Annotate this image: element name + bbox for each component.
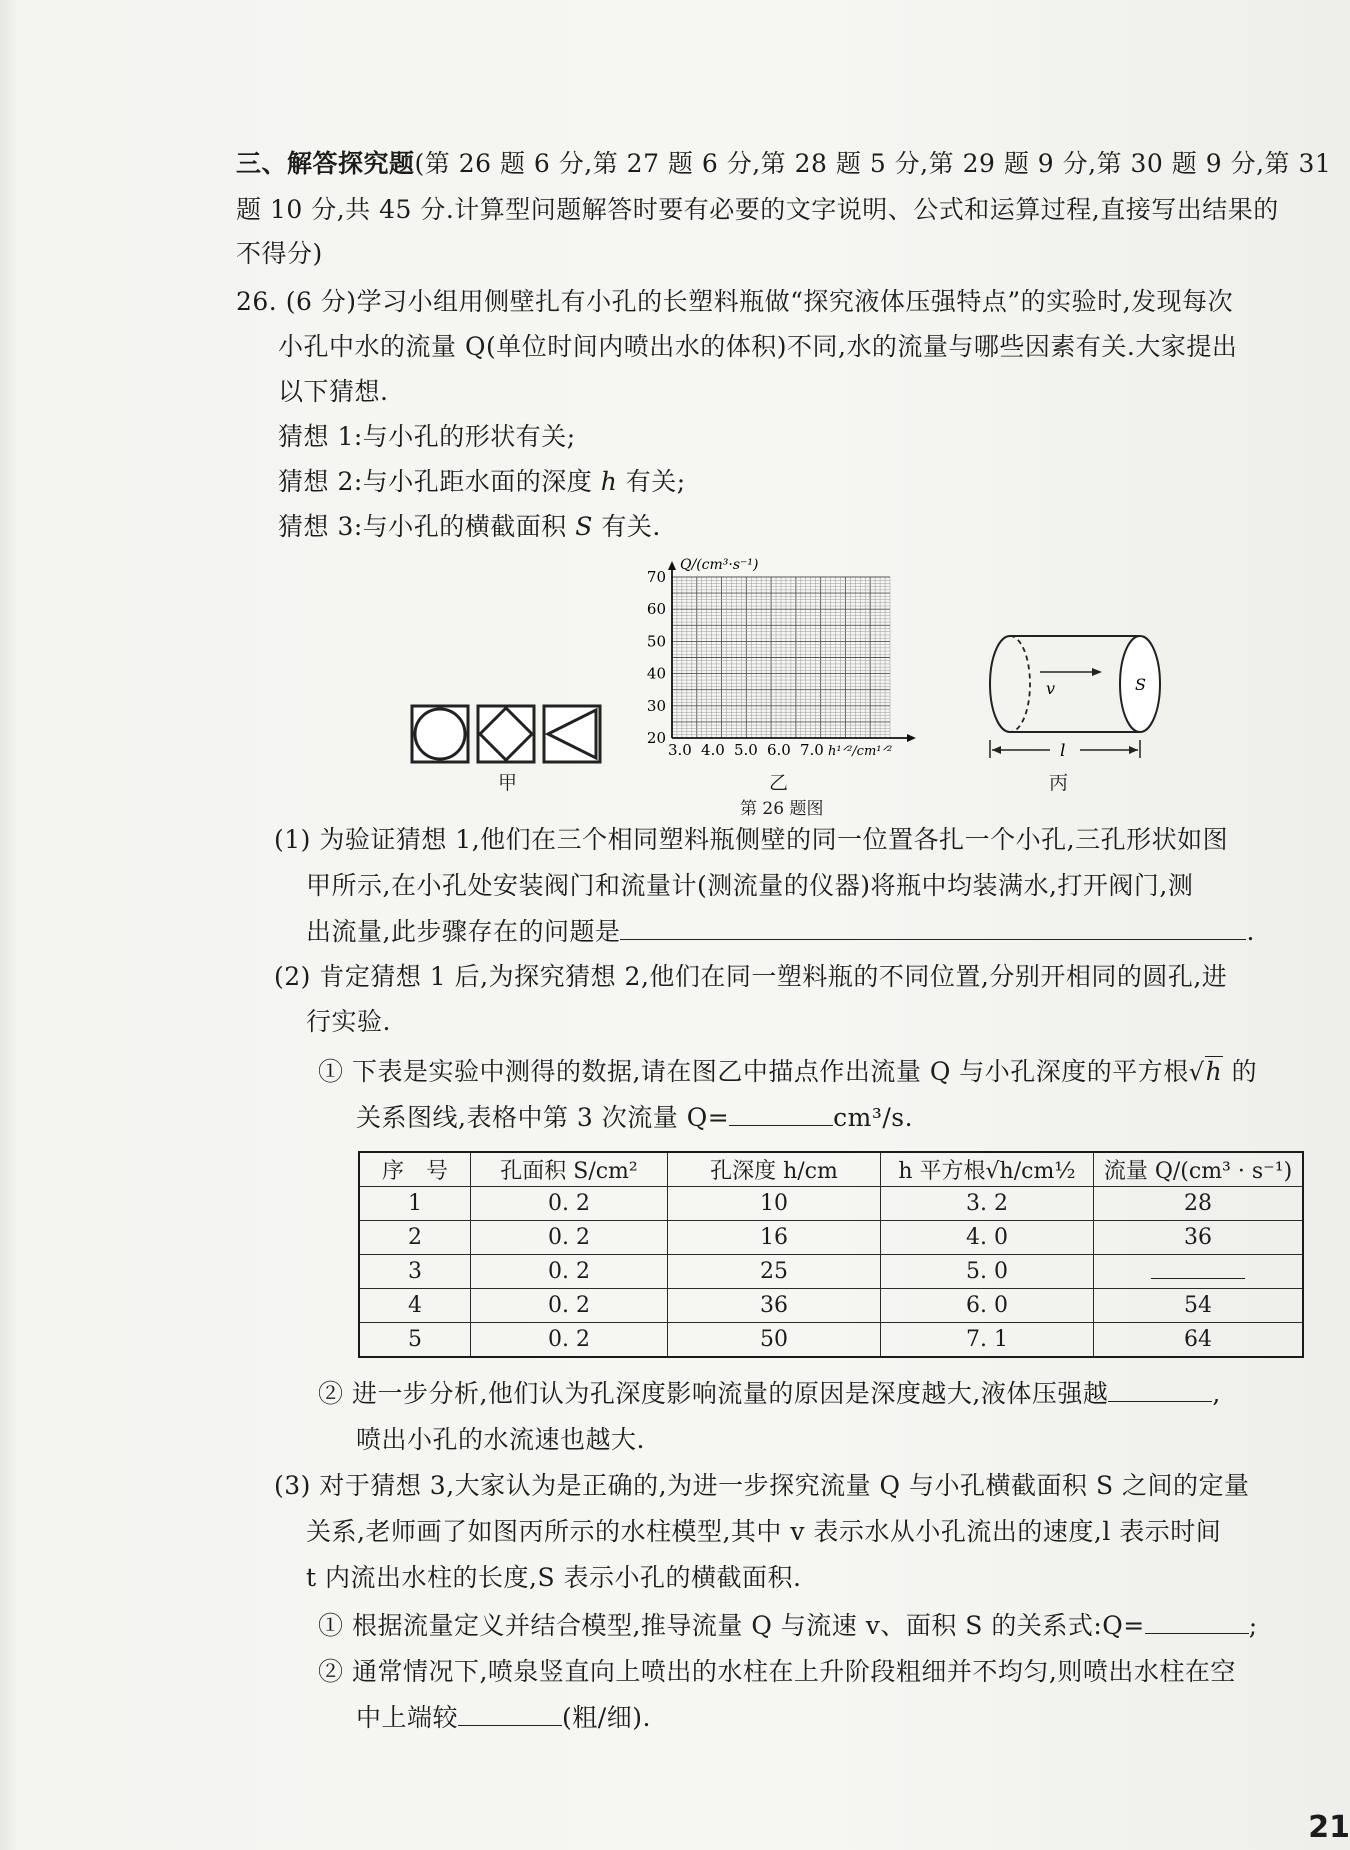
guess-2-var: h: [600, 467, 618, 496]
header-depth: 孔深度 h/cm: [668, 1152, 881, 1187]
guess-3: [278, 505, 661, 549]
graph-grid: [672, 577, 890, 738]
part2-sub2-line1: [318, 1372, 1221, 1416]
part3-sub1-text: ① 根据流量定义并结合模型,推导流量 Q 与流速 v、面积 S 的关系式:Q=: [318, 1611, 1145, 1640]
section-heading: 三、解答探究题: [236, 149, 415, 178]
header-sqrt-depth: h 平方根√h/cm½: [881, 1152, 1094, 1187]
part1-period: .: [1246, 917, 1255, 946]
x-tick-label: 5.0: [734, 741, 758, 759]
cell-area: 0. 2: [471, 1255, 668, 1289]
graph-x-axis-label: h¹ᐟ²/cm¹ᐟ²: [828, 744, 893, 759]
x-tick-label: 3.0: [668, 741, 692, 759]
part2-sub1-line1: [318, 1050, 1257, 1094]
table-row: [359, 1255, 1303, 1289]
cell-depth: 16: [668, 1221, 881, 1255]
graph-axes: [668, 561, 916, 742]
trial3-flow-blank[interactable]: [729, 1099, 833, 1126]
part2-line2: 行实验.: [306, 1007, 391, 1036]
cell-depth: 50: [668, 1323, 881, 1358]
cell-flow: 36: [1094, 1221, 1304, 1255]
part2-sub1-line2: [356, 1096, 913, 1140]
y-tick-label: 30: [646, 696, 666, 715]
velocity-symbol: v: [1046, 679, 1056, 698]
part2-sub1-tail: 的: [1223, 1057, 1258, 1086]
part2-sub1-unit: cm³/s.: [833, 1103, 914, 1132]
length-symbol: l: [1060, 741, 1066, 761]
cell-depth: 36: [668, 1289, 881, 1323]
cell-index: 5: [359, 1323, 471, 1358]
cell-index: 3: [359, 1255, 471, 1289]
cell-sqrt-depth: 7. 1: [881, 1323, 1094, 1358]
part3-sub2-options: (粗/细).: [562, 1703, 651, 1732]
pressure-answer-blank[interactable]: [1108, 1375, 1212, 1402]
circle-hole-shape: [415, 709, 465, 759]
figure-jia-shapes: [410, 700, 610, 766]
section-instructions: 题 10 分,共 45 分.计算型问题解答时要有必要的文字说明、公式和运算过程,直接写出结果的: [236, 195, 1279, 224]
part1-line3: [306, 910, 1255, 954]
part2-sub2-comma: ,: [1212, 1379, 1221, 1408]
guess-3-tail: 有关.: [592, 512, 661, 541]
figure-jia-label: 甲: [498, 772, 518, 794]
graph-y-axis-label: Q/(cm³·s⁻¹): [680, 557, 759, 573]
figure-bing-label: 丙: [1049, 772, 1069, 794]
y-tick-label: 20: [646, 729, 666, 747]
graph-ticks: [647, 568, 824, 759]
guess-3-text: 猜想 3:与小孔的横截面积: [278, 512, 576, 541]
section-heading-line: [236, 142, 1331, 186]
thickness-answer-blank[interactable]: [458, 1699, 562, 1726]
table-row: [359, 1221, 1303, 1255]
cell-index: 1: [359, 1187, 471, 1221]
cell-flow-blank[interactable]: [1094, 1255, 1304, 1289]
part3-sub2-line1: ② 通常情况下,喷泉竖直向上喷出的水柱在上升阶段粗细并不均匀,则喷出水柱在空: [318, 1657, 1236, 1686]
part1-question: 出流量,此步骤存在的问题是: [306, 917, 621, 946]
table-row: [359, 1187, 1303, 1221]
figure-yi-graph: [640, 555, 940, 760]
part2-sub1-question: 关系图线,表格中第 3 次流量 Q=: [356, 1103, 730, 1132]
cell-flow: 54: [1094, 1289, 1304, 1323]
cell-flow: 64: [1094, 1323, 1304, 1358]
y-tick-label: 60: [646, 600, 666, 619]
table-row: [359, 1289, 1303, 1323]
part1-line1: (1) 为验证猜想 1,他们在三个相同塑料瓶侧壁的同一位置各扎一个小孔,三孔形状如图: [274, 825, 1229, 854]
cell-sqrt-depth: 6. 0: [881, 1289, 1094, 1323]
guess-1: 猜想 1:与小孔的形状有关;: [278, 422, 576, 451]
part3-sub1: [318, 1604, 1258, 1648]
header-index: 序 号: [359, 1152, 471, 1187]
figure-bing-cylinder: [950, 632, 1170, 772]
cell-area: 0. 2: [471, 1187, 668, 1221]
part3-line2: 关系,老师画了如图丙所示的水柱模型,其中 v 表示水从小孔流出的速度,l 表示时间: [306, 1517, 1222, 1546]
x-tick-label: 6.0: [767, 741, 791, 759]
page-number: 21: [1308, 1810, 1350, 1845]
table-header-row: [359, 1152, 1303, 1187]
cell-sqrt-depth: 4. 0: [881, 1221, 1094, 1255]
section-score-info: (第 26 题 6 分,第 27 题 6 分,第 28 题 5 分,第 29 题 9 分,第 30 题 9 分,第 31: [414, 149, 1332, 178]
table-flow-answer-blank[interactable]: [1151, 1258, 1245, 1279]
cylinder-left-end: [990, 636, 1010, 732]
part3-line3: t 内流出水柱的长度,S 表示小孔的横截面积.: [306, 1563, 802, 1592]
guess-2-text: 猜想 2:与小孔距水面的深度: [278, 467, 601, 496]
y-tick-label: 40: [646, 664, 666, 683]
y-tick-label: 70: [646, 568, 666, 586]
cell-depth: 10: [668, 1187, 881, 1221]
guess-2: [278, 460, 686, 504]
figure-caption: 第 26 题图: [740, 799, 824, 819]
formula-answer-blank[interactable]: [1145, 1607, 1249, 1634]
part2-sub1-text: ① 下表是实验中测得的数据,请在图乙中描点作出流量 Q 与小孔深度的平方根: [318, 1057, 1189, 1086]
section-instructions-end: 不得分): [236, 239, 323, 268]
cell-area: 0. 2: [471, 1289, 668, 1323]
q26-intro-line1: 26. (6 分)学习小组用侧壁扎有小孔的长塑料瓶做“探究液体压强特点”的实验时,发现每次: [236, 287, 1234, 316]
data-table: [358, 1151, 1304, 1358]
cylinder-hidden-edge: [1010, 636, 1030, 732]
cell-area: 0. 2: [471, 1323, 668, 1358]
q26-intro-line2: 小孔中水的流量 Q(单位时间内喷出水的体积)不同,水的流量与哪些因素有关.大家提出: [278, 332, 1238, 361]
part2-line1: (2) 肯定猜想 1 后,为探究猜想 2,他们在同一塑料瓶的不同位置,分别开相同的圆孔,进: [274, 962, 1228, 991]
cell-sqrt-depth: 5. 0: [881, 1255, 1094, 1289]
cell-flow: 28: [1094, 1187, 1304, 1221]
guess-2-tail: 有关;: [617, 467, 686, 496]
cell-index: 2: [359, 1221, 471, 1255]
part2-sub2-text: ② 进一步分析,他们认为孔深度影响流量的原因是深度越大,液体压强越: [318, 1379, 1109, 1408]
cell-depth: 25: [668, 1255, 881, 1289]
header-flow: 流量 Q/(cm³ · s⁻¹): [1094, 1152, 1304, 1187]
cell-index: 4: [359, 1289, 471, 1323]
part3-sub1-tail: ;: [1248, 1611, 1258, 1640]
header-area: 孔面积 S/cm²: [471, 1152, 668, 1187]
area-symbol: S: [1135, 675, 1146, 694]
figure-yi-label: 乙: [769, 772, 789, 794]
part3-sub2-line2: [356, 1696, 651, 1740]
part3-sub2-question: 中上端较: [356, 1703, 459, 1732]
cell-area: 0. 2: [471, 1221, 668, 1255]
part1-line2: 甲所示,在小孔处安装阀门和流量计(测流量的仪器)将瓶中均装满水,打开阀门,测: [306, 871, 1194, 900]
cell-sqrt-depth: 3. 2: [881, 1187, 1094, 1221]
part3-line1: (3) 对于猜想 3,大家认为是正确的,为进一步探究流量 Q 与小孔横截面积 S 之间的定量: [274, 1471, 1250, 1500]
part2-sub2-line2: 喷出小孔的水流速也越大.: [356, 1425, 645, 1454]
table-row: [359, 1323, 1303, 1358]
q26-intro-line3: 以下猜想.: [278, 377, 389, 406]
sqrt-h-symbol: √h: [1188, 1057, 1223, 1086]
guess-3-var: S: [575, 512, 593, 541]
x-tick-label: 7.0: [800, 741, 824, 759]
x-tick-label: 4.0: [701, 741, 725, 759]
part1-answer-blank[interactable]: [620, 913, 1246, 940]
y-tick-label: 50: [646, 632, 666, 651]
